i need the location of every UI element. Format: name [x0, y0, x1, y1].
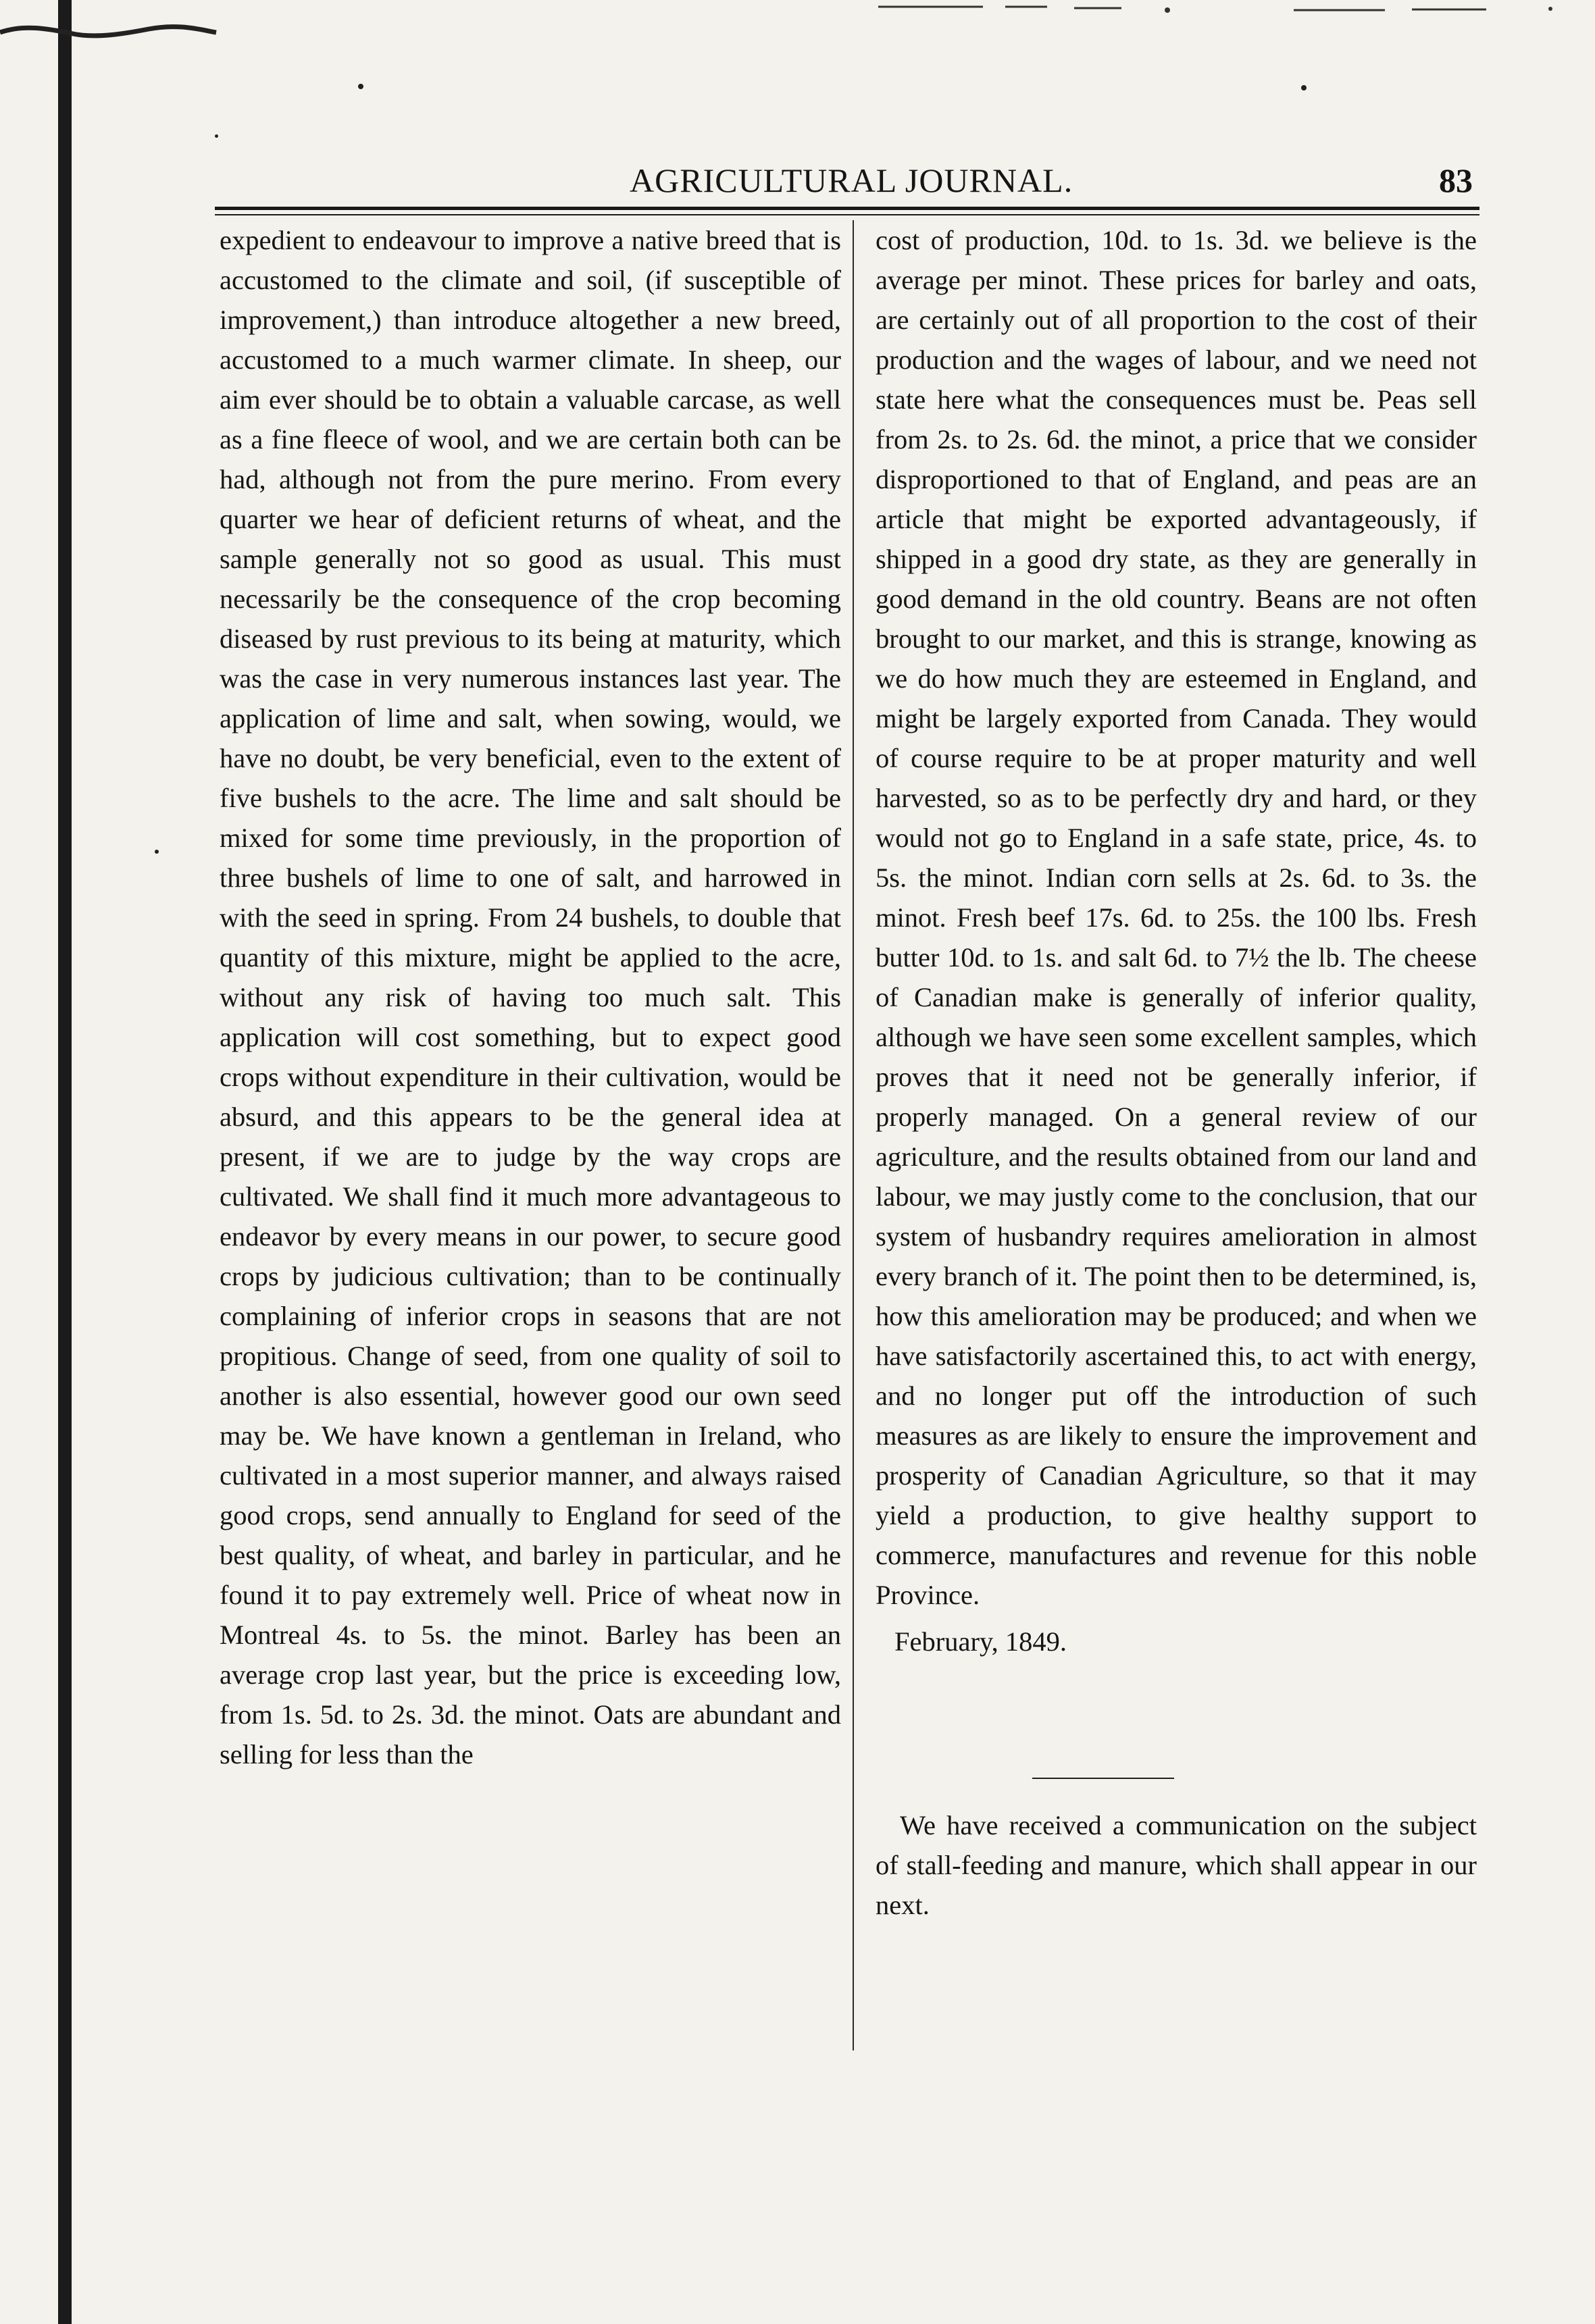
header-rule-thin [215, 214, 1479, 215]
page-speck [215, 134, 218, 138]
article-right-column-text: cost of production, 10d. to 1s. 3d. we believe is the average per minot. These prices for barley and oats, are certainly out of all proportion to the cost of their production and the wages of labour, and we need not state here what the consequences must be. Peas sell from 2s. to 2s. 6d. the minot, a price that we consider disproportioned to that of England, and peas are an article that might be exported advantageously, if shipped in a good dry state, as they are generally in good demand in the old country. Beans are not often brought to our market, and this is strange, knowing as we do how much they are esteemed in England, and might be largely exported from Canada. They would of course require to be at proper maturity and well harvested, so as to be perfectly dry and hard, or they would not go to England in a safe state, price, 4s. to 5s. the minot. Indian corn sells at 2s. 6d. to 3s. the minot. Fresh beef 17s. 6d. to 25s. the 100 lbs. Fresh butter 10d. to 1s. and salt 6d. to 7½ the lb. The cheese of Canadian make is generally of inferior quality, although we have seen some excellent samples, which proves that it need not be generally inferior, if properly managed. On a general review of our agriculture, and the results obtained from our land and labour, we may justly come to the conclusion, that our system of husbandry requires amelioration in almost every branch of it. The point then to be determined, is, how this amelioration may be produced; and when we have satisfactorily ascertained this, to act with energy, and no longer put off the introduction of such measures as are likely to ensure the improvement and prosperity of Canadian Agriculture, so that it may yield a production, to give healthy support to commerce, manufactures and revenue for this noble Province. [876, 225, 1477, 1610]
page-speck [1301, 85, 1307, 91]
editorial-notice: We have received a communication on the subject of stall-feeding and manure, which shall appear in our next. [876, 1810, 1477, 1920]
page-speck [155, 850, 159, 854]
right-column [876, 220, 1477, 1925]
scan-dot [1165, 7, 1170, 13]
scanned-page-edge [58, 0, 72, 2324]
page-speck [358, 84, 363, 89]
scan-artifact-top [0, 0, 1595, 61]
left-column [220, 220, 841, 1774]
journal-title: AGRICULTURAL JOURNAL. [630, 161, 1073, 199]
scan-dot [1548, 7, 1552, 11]
scan-ink-line [878, 7, 1486, 10]
page-number: 83 [1439, 161, 1473, 199]
page-header [216, 161, 1473, 201]
article-left-column-text: expedient to endeavour to improve a native breed that is accustomed to the climate and soil, (if susceptible of improvement,) than introduce altogether a new breed, accustomed to a much warmer climate. In sheep, our aim ever should be to obtain a valuable carcase, as well as a fine fleece of wool, and we are certain both can be had, although not from the pure merino. From every quarter we hear of deficient returns of wheat, and the sample generally not so good as usual. This must necessarily be the consequence of the crop becoming diseased by rust previous to its being at maturity, which was the case in very numerous instances last year. The application of lime and salt, when sowing, would, we have no doubt, be very beneficial, even to the extent of five bushels to the acre. The lime and salt should be mixed for some time previously, in the proportion of three bushels of lime to one of salt, and harrowed in with the seed in spring. From 24 bushels, to double that quantity of this mixture, might be applied to the acre, without any risk of having too much salt. This application will cost something, but to expect good crops without expenditure in their cultivation, would be absurd, and this appears to be the general idea at present, if we are to judge by the way crops are cultivated. We shall find it much more advantageous to endeavor by every means in our power, to secure good crops by judicious cultivation; than to be continually complaining of inferior crops in seasons that are not propitious. Change of seed, from one quality of soil to another is also essential, however good our own seed may be. We have known a gentleman in Ireland, who cultivated in a most superior manner, and always raised good crops, send annually to England for seed of the best quality, of wheat, and barley in particular, and he found it to pay extremely well. Price of wheat now in Montreal 4s. to 5s. the minot. Barley has been an average crop last year, but the price is exceeding low, from 1s. 5d. to 2s. 3d. the minot. Oats are abundant and selling for less than the [220, 225, 841, 1770]
section-separator-rule [1032, 1778, 1174, 1779]
article-date: February, 1849. [894, 1626, 1067, 1657]
scan-ink-mark [0, 27, 216, 36]
header-rule-thick [215, 207, 1479, 210]
column-divider [853, 220, 854, 2050]
